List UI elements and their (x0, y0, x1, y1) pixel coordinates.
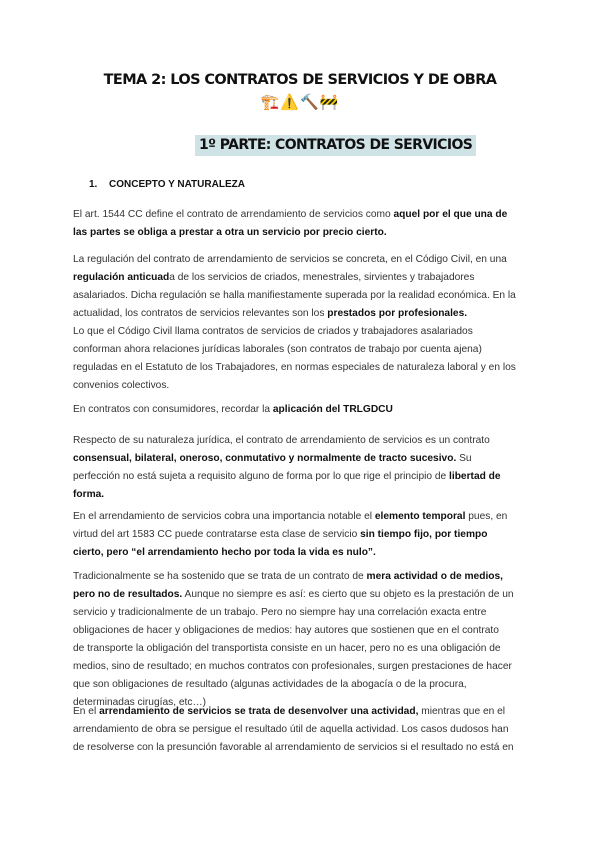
bold-text: consensual, bilateral, oneroso, conmutativo y normalmente de tracto sucesivo. (73, 453, 457, 464)
paragraph (73, 206, 528, 242)
text-run: En el arrendamiento de servicios cobra una importancia notable el (73, 511, 375, 522)
text-run: Aunque no siempre es así: es cierto que su objeto es la prestación de un (182, 589, 514, 600)
text-run: de transporte la obligación del transportista consiste en un hacer, pero no es una obligación de (73, 643, 501, 654)
bold-text: sin tiempo fijo, por tiempo (360, 529, 488, 540)
paragraph-line (73, 287, 528, 305)
paragraph-line (73, 224, 528, 242)
paragraph-line (73, 401, 528, 419)
paragraph-line (73, 323, 528, 341)
paragraph-line (73, 450, 528, 468)
paragraph (73, 251, 528, 323)
paragraph-line (73, 658, 528, 676)
section-number: 1. (89, 179, 98, 190)
paragraph-line (73, 739, 528, 757)
bold-text: pero no de resultados. (73, 589, 183, 600)
text-run: La regulación del contrato de arrendamiento de servicios se concreta, en el Código Civil, en una (73, 254, 507, 265)
paragraph-line (73, 526, 528, 544)
bold-text: aquel por el que una de (393, 209, 508, 220)
text-run: medios, sino de resultado; en muchos contratos con profesionales, surgen prestaciones de hacer (73, 661, 512, 672)
text-run: reguladas en el Estatuto de los Trabajadores, en normas especiales de naturaleza laboral y en los (73, 362, 516, 373)
paragraph (73, 401, 528, 419)
bold-text: libertad de (449, 471, 501, 482)
paragraph (73, 432, 528, 504)
text-run: virtud del art 1583 CC puede contratarse esta clase de servicio (73, 529, 361, 540)
bold-text: elemento temporal (374, 511, 466, 522)
paragraph-line (73, 206, 528, 224)
text-run: mientras que en el (418, 706, 506, 717)
paragraph-line (73, 586, 528, 604)
text-run: Tradicionalmente se ha sostenido que se trata de un contrato de (73, 571, 367, 582)
text-run: asalariados. Dicha regulación se halla manifiestamente superada por la realidad económica. En la (73, 290, 516, 301)
paragraph-line (73, 486, 528, 504)
text-run: que son obligaciones de resultado (algunas actividades de la abogacía o de la procura, (73, 679, 467, 690)
paragraph-line (73, 341, 528, 359)
text-run: En contratos con consumidores, recordar la (73, 404, 273, 415)
bold-text: mera actividad o de medios, (366, 571, 503, 582)
bold-text: regulación anticuad (73, 272, 170, 283)
paragraph-line (73, 640, 528, 658)
paragraph-line (73, 604, 528, 622)
text-run: El art. 1544 CC define el contrato de arrendamiento de servicios como (73, 209, 394, 220)
part-heading: 1º PARTE: CONTRATOS DE SERVICIOS (195, 135, 476, 156)
text-run: determinadas cirugías, etc…) (73, 697, 207, 708)
section-title: CONCEPTO Y NATURALEZA (109, 179, 245, 190)
bold-text: prestados por profesionales. (327, 308, 468, 319)
text-run: En el (73, 706, 100, 717)
bold-text: aplicación del TRLGDCU (272, 404, 393, 415)
paragraph-line (73, 721, 528, 739)
paragraph-line (73, 432, 528, 450)
bold-text: forma. (73, 489, 105, 500)
paragraph (73, 508, 528, 562)
bold-text: las partes se obliga a prestar a otra un servicio por precio cierto. (73, 227, 387, 238)
bold-text: cierto, pero “el arrendamiento hecho por toda la vida es nulo”. (73, 547, 376, 558)
text-run: actualidad, los contratos de servicios relevantes son los (73, 308, 328, 319)
text-run: Su (456, 453, 472, 464)
paragraph-line (73, 622, 528, 640)
text-run: perfección no está sujeta a requisito alguno de forma por lo que rige el principio de (73, 471, 450, 482)
paragraph-line (73, 703, 528, 721)
paragraph-line (73, 676, 528, 694)
paragraph (73, 323, 528, 395)
paragraph-line (73, 305, 528, 323)
text-run: a de los servicios de criados, menestrales, sirvientes y trabajadores (169, 272, 475, 283)
text-run: de resolverse con la presunción favorable al arrendamiento de servicios si el resultado no está en (73, 742, 514, 753)
section-heading (89, 179, 245, 190)
text-run: pues, en (465, 511, 508, 522)
paragraph-line (73, 568, 528, 586)
bold-text: arrendamiento de servicios se trata de desenvolver una actividad, (99, 706, 419, 717)
paragraph-line (73, 251, 528, 269)
text-run: servicio y tradicionalmente de un trabajo. Pero no siempre hay una correlación exacta entre (73, 607, 487, 618)
paragraph (73, 568, 528, 712)
text-run: obligaciones de hacer y obligaciones de medios: hay autores que sostienen que en el contrato (73, 625, 499, 636)
text-run: conforman ahora relaciones jurídicas laborales (son contratos de trabajo por cuenta ajena) (73, 344, 482, 355)
paragraph-line (73, 359, 528, 377)
paragraph-line (73, 269, 528, 287)
document-title: TEMA 2: LOS CONTRATOS DE SERVICIOS Y DE OBRA (103, 72, 497, 88)
paragraph (73, 703, 528, 757)
paragraph-line (73, 377, 528, 395)
text-run: arrendamiento de obra se persigue el resultado útil de aquella actividad. Los casos dudosos han (73, 724, 509, 735)
text-run: convenios colectivos. (73, 380, 170, 391)
text-run: Lo que el Código Civil llama contratos de servicios de criados y trabajadores asalariados (73, 326, 473, 337)
construction-emoji-row: 🏗️⚠️🔨🚧 (260, 94, 340, 111)
paragraph-line (73, 544, 528, 562)
paragraph-line (73, 508, 528, 526)
paragraph-line (73, 468, 528, 486)
text-run: Respecto de su naturaleza jurídica, el contrato de arrendamiento de servicios es un contrato (73, 435, 490, 446)
